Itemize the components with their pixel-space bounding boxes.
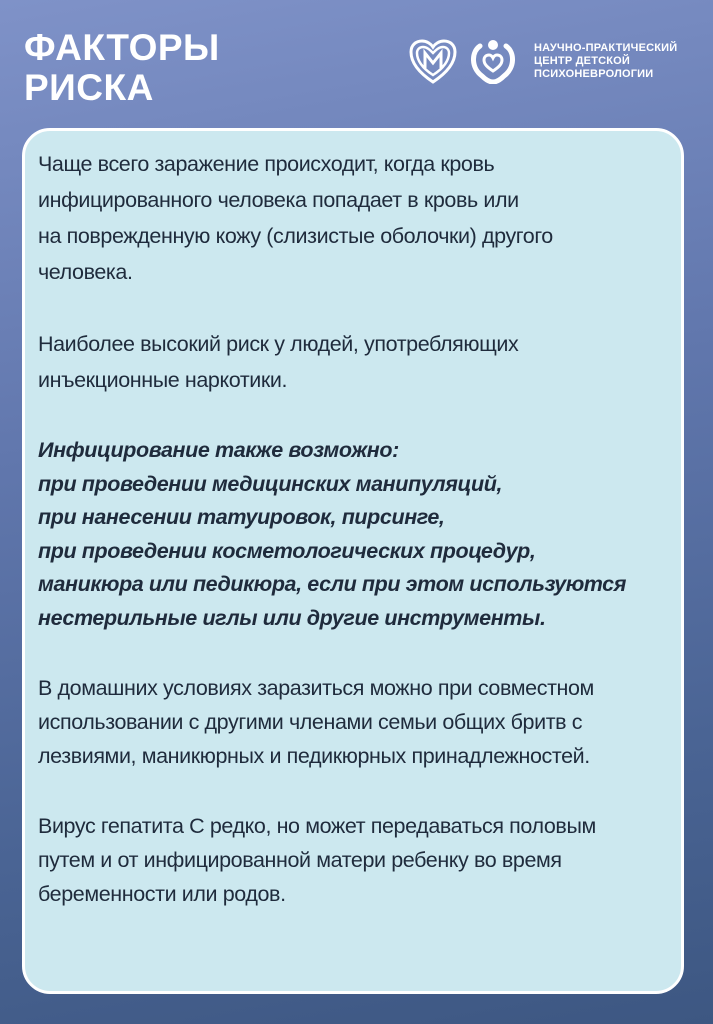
text-line: путем и от инфицированной матери ребенку во время (38, 848, 562, 872)
text-line: при нанесении татуировок, пирсинге, (38, 505, 445, 529)
child-heart-logo-icon (468, 38, 518, 84)
text-line: нестерильные иглы или другие инструменты. (38, 605, 546, 630)
text-line: инфицированного человека попадает в кровь или (38, 188, 519, 212)
paragraph-household (38, 671, 626, 773)
text-line: маникюра или педикюра, если при этом используются (38, 572, 626, 596)
paragraph-transmission (38, 146, 626, 290)
org-line: ЦЕНТР ДЕТСКОЙ (534, 54, 631, 67)
page-title (24, 28, 220, 108)
paragraph-sexual-perinatal (38, 809, 626, 911)
text-line: лезвиями, маникюрных и педикюрных принадлежностей. (38, 744, 590, 768)
text-line: Чаще всего заражение происходит, когда кровь (38, 152, 495, 176)
text-line: беременности или родов. (38, 882, 286, 906)
text-line: Вирус гепатита С редко, но может передаваться половым (38, 814, 596, 838)
text-line: на поврежденную кожу (слизистые оболочки) другого (38, 224, 553, 248)
title-line: ФАКТОРЫ (24, 27, 220, 68)
text-line: при проведении косметологических процедур, (38, 538, 536, 563)
text-line: человека. (38, 260, 133, 284)
organization-name (534, 42, 677, 81)
org-line: ПСИХОНЕВРОЛОГИИ (534, 67, 654, 80)
paragraph-high-risk (38, 326, 626, 398)
m-heart-logo-icon (408, 38, 458, 84)
text-line: при проведении медицинских манипуляций, (38, 471, 503, 496)
paragraph-other-infection-routes (38, 434, 626, 635)
text-line: Наиболее высокий риск у людей, употребляющих (38, 332, 519, 356)
text-line: инъекционные наркотики. (38, 368, 288, 392)
org-line: НАУЧНО-ПРАКТИЧЕСКИЙ (534, 41, 678, 54)
header-logos (408, 38, 677, 84)
content-text (38, 146, 626, 947)
title-line: РИСКА (24, 67, 154, 108)
text-line: Инфицирование также возможно: (38, 438, 399, 462)
text-line: использовании с другими членами семьи общих бритв с (38, 710, 583, 734)
text-line: В домашних условиях заразиться можно при совместном (38, 676, 594, 700)
